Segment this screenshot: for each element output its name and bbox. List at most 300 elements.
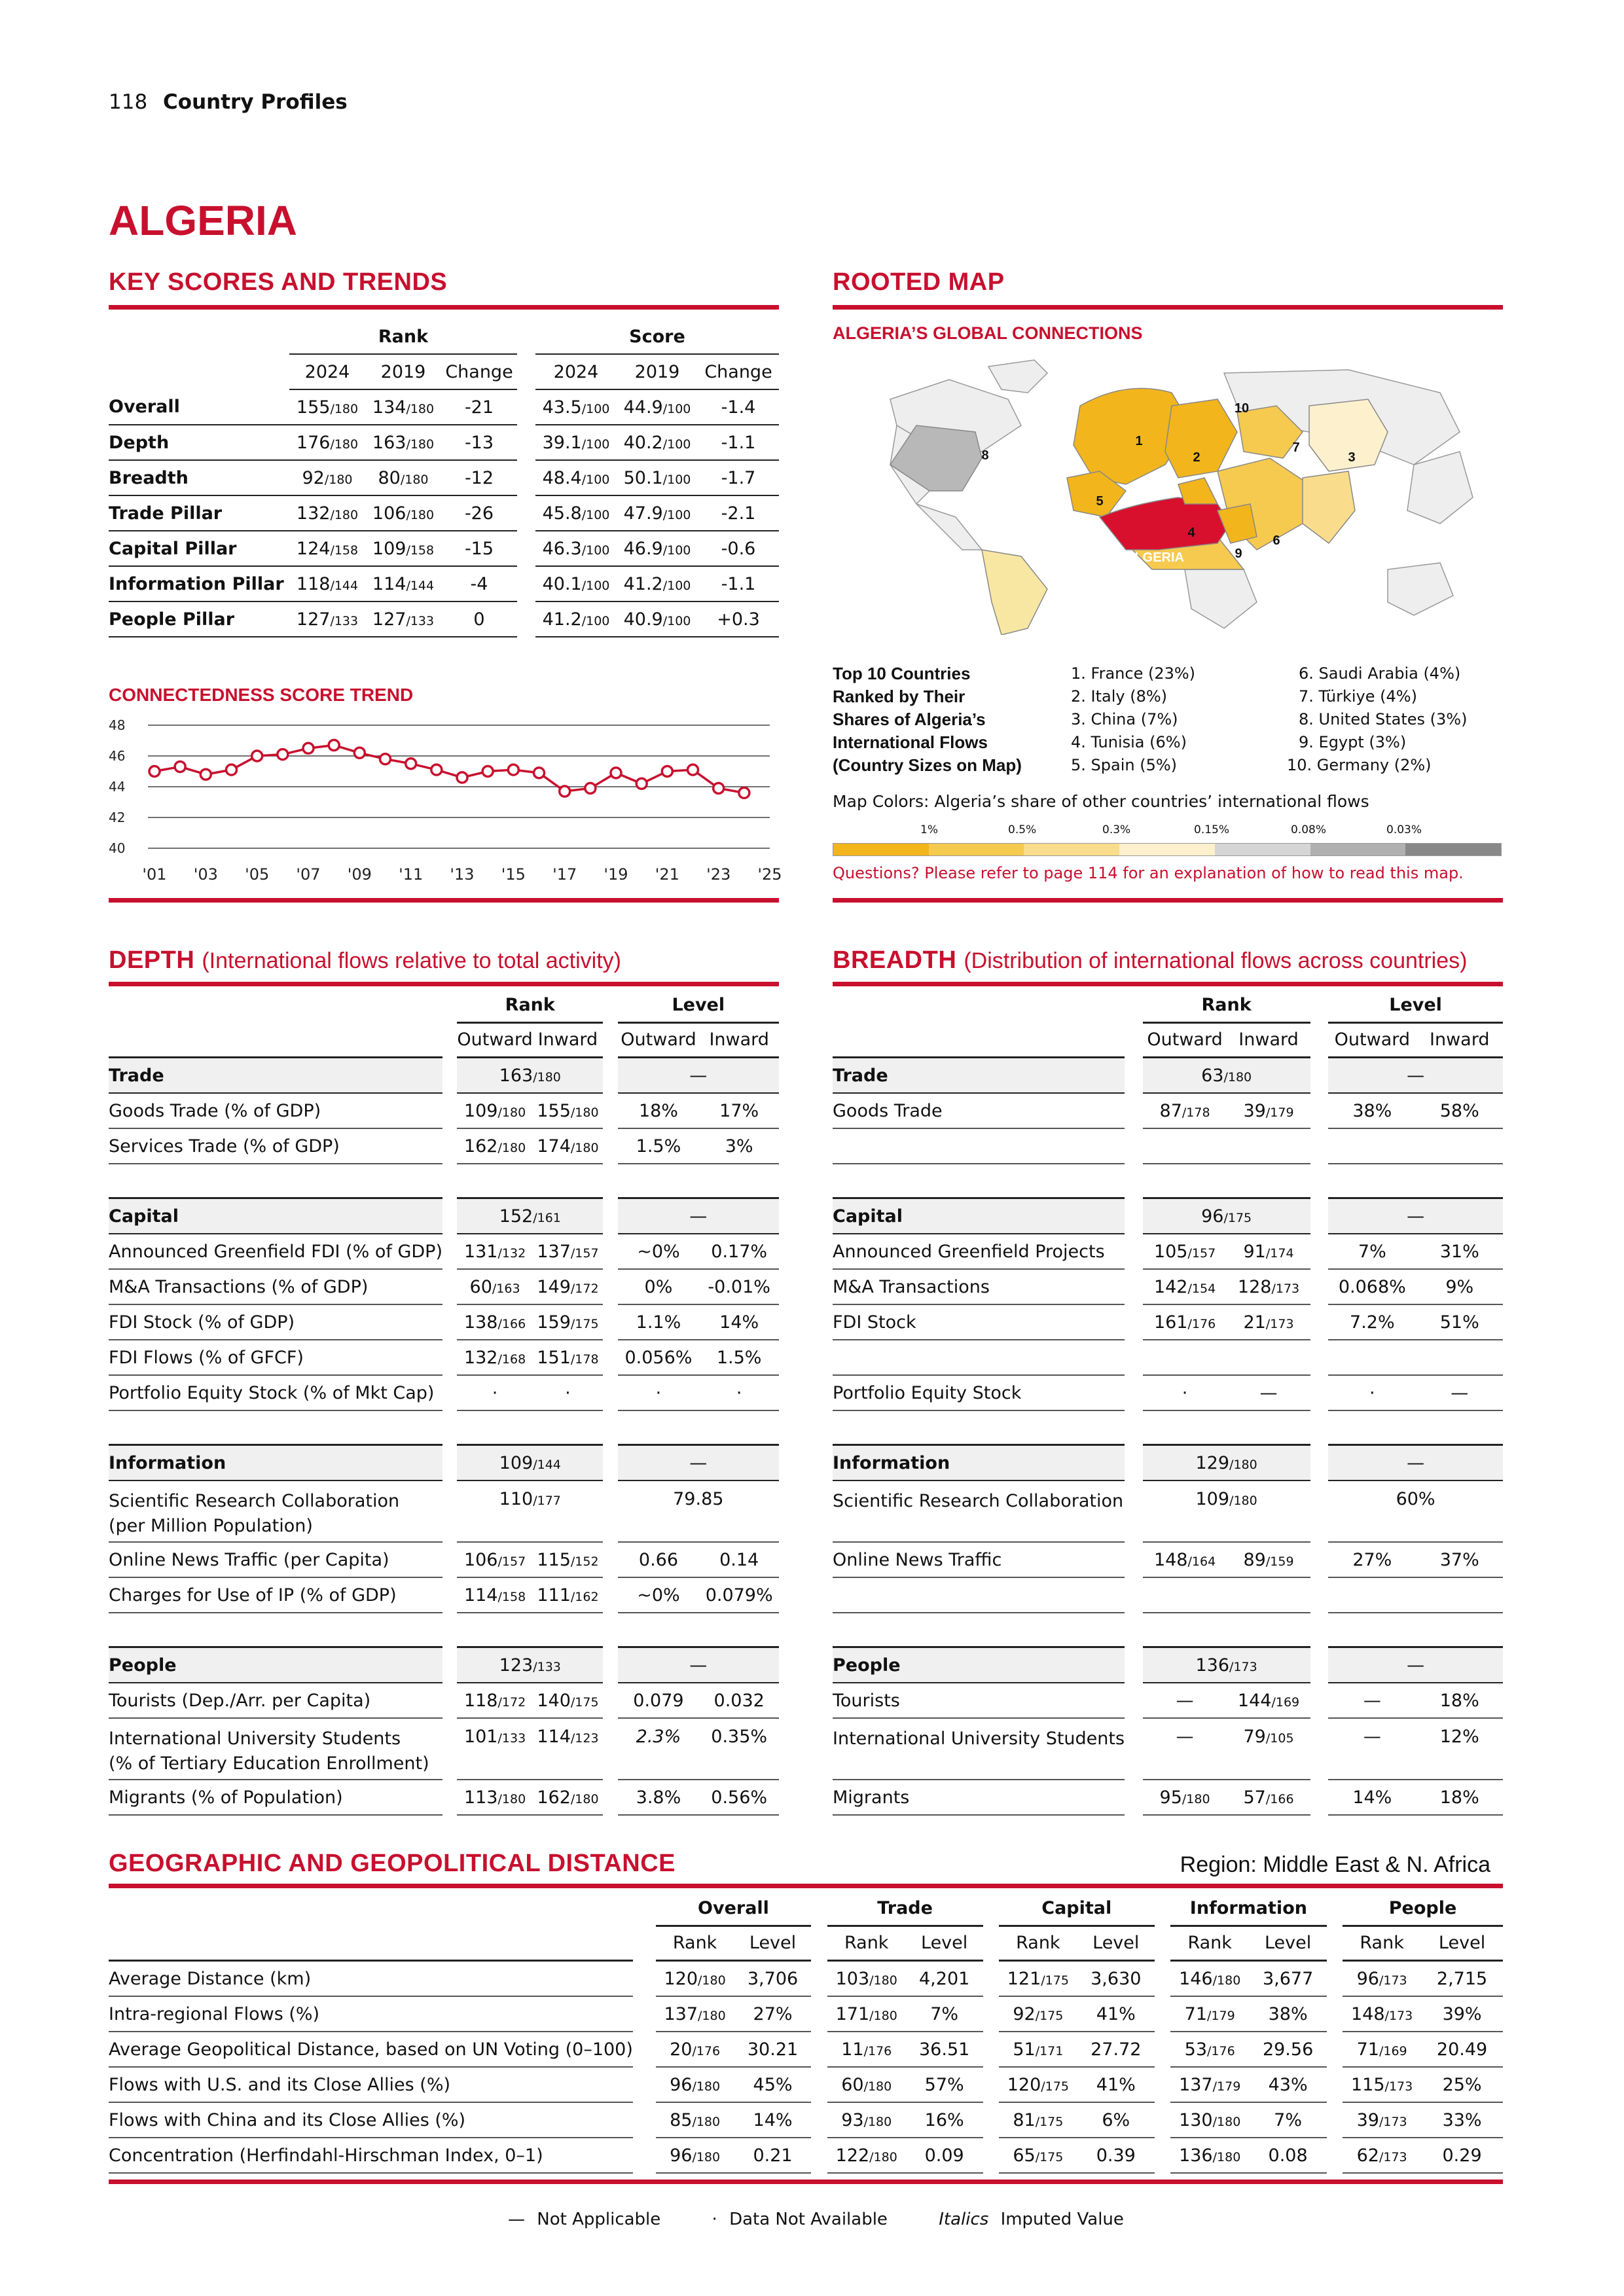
geo-table [109, 1892, 1503, 2174]
gap [983, 2138, 999, 2173]
geo-level: 27.72 [1077, 2032, 1155, 2067]
section-level: — [1328, 1198, 1503, 1234]
row-label-line: Migrants [833, 1787, 910, 1808]
rank-value: 71 [1356, 2039, 1379, 2060]
map-mexico [916, 504, 982, 550]
rank-value: 96 [1201, 1206, 1224, 1227]
col-outward: Outward [457, 1022, 532, 1058]
rank-denominator: /169 [1379, 2043, 1407, 2058]
merged-level: 60% [1328, 1480, 1503, 1542]
section-name: Trade [109, 1058, 442, 1094]
rank-outward [1143, 1718, 1227, 1780]
geo-rank [656, 2032, 734, 2067]
merged-rank [457, 1480, 603, 1542]
rank-value: 120 [1007, 2074, 1041, 2095]
section-row [833, 1647, 1503, 1683]
trend-point [175, 761, 185, 772]
level-inward: 0.14 [699, 1542, 779, 1577]
level-outward: 1.5% [618, 1128, 700, 1164]
rank-change: 0 [441, 601, 517, 637]
rank-denominator: /154 [1187, 1281, 1216, 1296]
gap [442, 1683, 457, 1718]
gap [633, 2032, 656, 2067]
rank-denominator: /100 [581, 401, 610, 416]
row-label [833, 1304, 1125, 1340]
row-label [109, 1375, 442, 1410]
rank-denominator: /159 [1265, 1554, 1294, 1569]
x-tick-label: '21 [655, 865, 679, 884]
rank-value: 134 [372, 397, 406, 418]
map-num-5: 5 [1096, 494, 1104, 509]
section-rank [1143, 1445, 1310, 1481]
table-row [109, 1542, 779, 1577]
rank-value: 53 [1184, 2039, 1208, 2060]
gap [1155, 2067, 1170, 2102]
geo-rank [999, 2067, 1077, 2102]
geo-level-header: Level [734, 1926, 812, 1961]
rank-denominator: /180 [1229, 1494, 1257, 1508]
score-2019 [617, 425, 698, 460]
rank-value: 60 [469, 1276, 492, 1297]
y-tick-label: 40 [109, 840, 126, 856]
gap [1125, 1093, 1143, 1128]
geo-rank-header: Rank [999, 1926, 1077, 1961]
rank-denominator: /176 [692, 2043, 721, 2058]
geo-rank [1170, 2067, 1249, 2102]
map-note[interactable]: Questions? Please refer to page 114 for an explanation of how to read this map. [833, 864, 1464, 882]
rank-denominator: /157 [497, 1554, 526, 1569]
rooted-map [851, 353, 1492, 635]
gap [1327, 2102, 1343, 2138]
section-name: Capital [833, 1198, 1125, 1234]
rank-outward [1143, 1780, 1227, 1815]
geo-rank [1170, 2032, 1249, 2067]
gap [1310, 1718, 1329, 1780]
rank-value: 89 [1243, 1549, 1266, 1570]
score-2024 [535, 389, 617, 425]
rank-value: 118 [463, 1690, 498, 1711]
rank-outward [457, 1718, 532, 1780]
trend-bottom-rule [109, 898, 779, 903]
section-level: — [618, 1445, 779, 1481]
rank-denominator: /173 [1271, 1281, 1300, 1296]
row-label: Flows with U.S. and its Close Allies (%) [109, 2067, 633, 2102]
trend-point [252, 751, 262, 761]
rank-outward [1143, 1683, 1227, 1718]
geo-level: 41% [1077, 2067, 1155, 2102]
geo-level: 33% [1421, 2102, 1503, 2138]
row-label [833, 1340, 1125, 1375]
rank-value: 120 [664, 1968, 698, 1989]
row-label-line: Goods Trade (% of GDP) [109, 1100, 321, 1121]
level-outward: 2.3% [618, 1718, 700, 1780]
rank-denominator: /180 [533, 1069, 561, 1085]
gap [1125, 1445, 1143, 1481]
rank-2024 [289, 460, 365, 495]
col-inward: Inward [699, 1022, 779, 1058]
table-row [109, 1304, 779, 1340]
table-row [833, 1375, 1503, 1410]
geo-level: 2,715 [1421, 1961, 1503, 1997]
y-tick-label: 46 [109, 748, 126, 764]
section-name: Capital [109, 1198, 442, 1234]
score-2024 [535, 601, 617, 637]
row-label [109, 1340, 442, 1375]
rank-inward [533, 1269, 603, 1304]
gap [1310, 1269, 1329, 1304]
row-label-line: International University Students [833, 1729, 1125, 1749]
trend-point [508, 764, 518, 775]
score-change: +0.3 [698, 601, 779, 637]
rank-denominator: /180 [869, 2008, 897, 2023]
col-outward: Outward [1328, 1022, 1416, 1058]
score-change: -1.1 [698, 425, 779, 460]
gap [633, 1892, 656, 1926]
gap [1310, 1780, 1329, 1815]
rank-2019 [365, 460, 441, 495]
rank-denominator: /158 [497, 1589, 526, 1604]
geo-rank [656, 1961, 734, 1997]
rank-denominator: /158 [330, 543, 359, 558]
map-num-3: 3 [1348, 450, 1356, 465]
rank-denominator: /180 [330, 401, 359, 416]
merged-level: 79.85 [618, 1480, 779, 1542]
table-row [109, 1480, 779, 1542]
trend-point [354, 747, 365, 758]
rank-value: 148 [1351, 2003, 1385, 2024]
geo-level: 6% [1077, 2102, 1155, 2138]
geo-rank-header: Rank [656, 1926, 734, 1961]
rank-value: — [1176, 1690, 1194, 1711]
rank-denominator: /133 [533, 1659, 561, 1674]
row-label-line: Charges for Use of IP (% of GDP) [109, 1585, 397, 1605]
x-tick-label: '11 [399, 865, 424, 884]
row-label [833, 1269, 1125, 1304]
row-label [833, 1542, 1125, 1577]
gap [811, 2102, 827, 2138]
scale-swatch [929, 844, 1024, 855]
table-row [833, 1542, 1503, 1577]
level-outward: · [618, 1375, 700, 1410]
group-rank: Rank [1143, 988, 1310, 1022]
col-header: 2019 [617, 354, 698, 389]
key-scores-rule [109, 305, 779, 310]
section-row [109, 1647, 779, 1683]
rank-value: 62 [1356, 2145, 1379, 2166]
rank-denominator: /168 [497, 1352, 526, 1367]
table-row [109, 1234, 779, 1269]
geo-level: 14% [734, 2102, 812, 2138]
geo-rank [999, 1961, 1077, 1997]
level-inward: 31% [1416, 1234, 1503, 1269]
gap [603, 1375, 617, 1410]
section-rank [457, 1058, 603, 1094]
gap [603, 1647, 617, 1683]
gap [811, 2032, 827, 2067]
trend-point [149, 766, 160, 777]
x-tick-label: '09 [347, 865, 372, 884]
rank-2024 [289, 566, 365, 601]
rank-denominator: /180 [1182, 1791, 1210, 1806]
section-row [109, 1445, 779, 1481]
gap [517, 319, 535, 354]
rank-inward [1227, 1542, 1310, 1577]
empty-cell [1328, 1577, 1416, 1613]
breadth-title-text: BREADTH [833, 946, 957, 974]
map-africa-south [1185, 569, 1257, 628]
trend-point [278, 749, 288, 760]
gap [1125, 1647, 1143, 1683]
rank-value: 20 [670, 2039, 693, 2060]
rank-denominator: /173 [1379, 2114, 1407, 2129]
geo-level: 0.39 [1077, 2138, 1155, 2173]
rank-inward [533, 1542, 603, 1577]
rank-value: 50.1 [623, 467, 663, 488]
geo-rule [109, 1884, 1503, 1888]
blank [109, 1926, 633, 1961]
rank-value: 142 [1153, 1276, 1188, 1297]
row-label [109, 1683, 442, 1718]
group-score: Score [629, 326, 685, 347]
section-rank [1143, 1198, 1310, 1234]
rank-denominator: /180 [692, 2079, 721, 2094]
rank-value: 93 [841, 2109, 864, 2130]
map-greenland [988, 360, 1047, 393]
gap [1125, 1128, 1143, 1164]
rank-denominator: /173 [1379, 2149, 1407, 2164]
score-2024 [535, 531, 617, 566]
rank-denominator: /180 [400, 472, 429, 487]
rank-denominator: /179 [1265, 1105, 1294, 1120]
rank-outward [457, 1304, 532, 1340]
rank-value: 43.5 [542, 397, 582, 418]
table-row [109, 425, 779, 460]
gap [1125, 1718, 1143, 1780]
rank-value: 114 [537, 1727, 571, 1747]
row-label: Breadth [109, 460, 289, 495]
table-row [833, 1093, 1503, 1128]
geo-bottom-rule [109, 2179, 1503, 2184]
rank-value: 85 [670, 2109, 693, 2130]
map-italy [1165, 399, 1237, 478]
rank-denominator: /133 [330, 613, 359, 628]
table-row [109, 495, 779, 531]
rank-value: 124 [296, 538, 331, 559]
rank-denominator: /180 [1212, 1973, 1241, 1988]
top10-item: 2. Italy (8%) [1071, 687, 1168, 706]
rank-value: 11 [841, 2039, 864, 2060]
section-level: — [1328, 1647, 1503, 1683]
rank-outward [457, 1269, 532, 1304]
geo-rank [827, 2138, 906, 2173]
group-level: Level [618, 988, 779, 1022]
gap [983, 1892, 999, 1926]
level-inward: · [699, 1375, 779, 1410]
page-header [109, 90, 348, 114]
spacer [833, 1613, 1503, 1647]
breadth-rule [833, 982, 1503, 986]
spacer [109, 1613, 779, 1647]
rank-denominator: /180 [570, 1140, 599, 1155]
map-legend-title [833, 662, 1022, 777]
table-row [109, 1683, 779, 1718]
gap [1155, 2032, 1170, 2067]
section-rank [1143, 1647, 1310, 1683]
scale-label: 0.08% [1291, 823, 1327, 836]
gap [1310, 988, 1329, 1022]
rank-value: 45.8 [542, 503, 582, 524]
score-2024 [535, 495, 617, 531]
geo-level: 0.21 [734, 2138, 812, 2173]
score-change: -2.1 [698, 495, 779, 531]
rank-value: 65 [1013, 2145, 1036, 2166]
row-label [833, 1718, 1125, 1780]
level-inward: 14% [699, 1304, 779, 1340]
score-2024 [535, 460, 617, 495]
trend-point [636, 778, 647, 789]
rank-denominator: /161 [533, 1210, 561, 1225]
map-india [1303, 471, 1355, 543]
gap [1125, 1375, 1143, 1410]
level-outward: 38% [1328, 1093, 1416, 1128]
geo-level: 45% [734, 2067, 812, 2102]
level-inward: 58% [1416, 1093, 1503, 1128]
rank-2019 [365, 495, 441, 531]
rank-value: 144 [1237, 1690, 1272, 1711]
score-change: -0.6 [698, 531, 779, 566]
rank-denominator: /144 [406, 578, 435, 593]
rank-denominator: /100 [581, 543, 610, 558]
gap [442, 1304, 457, 1340]
rank-denominator: /169 [1271, 1695, 1300, 1710]
trend-point [713, 783, 724, 793]
gap [1310, 1128, 1329, 1164]
row-label-line: FDI Stock (% of GDP) [109, 1312, 295, 1333]
level-inward: 0.032 [699, 1683, 779, 1718]
footer-legend [508, 2210, 1124, 2229]
rank-denominator: /157 [570, 1246, 599, 1261]
row-label: Average Geopolitical Distance, based on UN Voting (0–100) [109, 2032, 633, 2067]
score-2024 [535, 425, 617, 460]
rank-denominator: /180 [570, 1105, 599, 1120]
rank-value: 155 [537, 1100, 571, 1121]
rank-denominator: /173 [1379, 1973, 1407, 1988]
rank-value: 146 [1179, 1968, 1213, 1989]
rank-value: 151 [537, 1347, 571, 1368]
level-outward: ~0% [618, 1577, 700, 1613]
gap [603, 1058, 617, 1094]
blank [109, 319, 289, 354]
trend-point [688, 764, 698, 775]
col-outward: Outward [1143, 1022, 1227, 1058]
rank-outward [1143, 1304, 1227, 1340]
rank-denominator: /180 [1212, 2149, 1241, 2164]
rank-outward [1143, 1234, 1227, 1269]
row-label-line: M&A Transactions (% of GDP) [109, 1276, 369, 1297]
row-label: Overall [109, 389, 289, 425]
table-row [109, 601, 779, 637]
rank-value: — [1176, 1727, 1194, 1747]
level-inward: 18% [1416, 1683, 1503, 1718]
gap [811, 1996, 827, 2032]
map-colors-title: Map Colors: Algeria’s share of other countries’ international flows [833, 792, 1369, 811]
section-row [833, 1198, 1503, 1234]
gap [1310, 1304, 1329, 1340]
row-label-line: M&A Transactions [833, 1276, 990, 1297]
rank-denominator: /132 [497, 1246, 526, 1261]
row-label [109, 1718, 442, 1780]
rank-value: 109 [463, 1100, 498, 1121]
gap [811, 2067, 827, 2102]
rank-inward [1227, 1093, 1310, 1128]
table-row [109, 566, 779, 601]
color-scale-bar [833, 843, 1502, 856]
rank-value: 95 [1159, 1787, 1182, 1808]
rank-change: -26 [441, 495, 517, 531]
depth-rule [109, 982, 779, 986]
rank-value: 96 [670, 2145, 693, 2166]
geo-rank-header: Rank [1343, 1926, 1421, 1961]
geo-rank [999, 1996, 1077, 2032]
rank-denominator: /166 [1265, 1791, 1294, 1806]
gap [1327, 1926, 1343, 1961]
rank-value: 39 [1243, 1100, 1266, 1121]
gap [603, 1269, 617, 1304]
rank-denominator: /164 [1187, 1554, 1216, 1569]
rank-value: 46.3 [542, 538, 582, 559]
rank-outward [457, 1234, 532, 1269]
empty-cell [1328, 1128, 1416, 1164]
rank-inward [533, 1780, 603, 1815]
score-2019 [617, 566, 698, 601]
rank-denominator: /176 [1207, 2043, 1235, 2058]
rank-2024 [289, 425, 365, 460]
rank-denominator: /178 [1182, 1105, 1210, 1120]
geo-group: Trade [827, 1892, 983, 1926]
rank-value: 132 [463, 1347, 498, 1368]
row-label: Concentration (Herfindahl-Hirschman Index, 0–1) [109, 2138, 633, 2173]
row-label: Average Distance (km) [109, 1961, 633, 1997]
level-outward: — [1328, 1718, 1416, 1780]
rank-denominator: /180 [1212, 2114, 1241, 2129]
rank-value: 128 [1237, 1276, 1272, 1297]
rank-value: · [492, 1382, 498, 1403]
gap [1155, 1996, 1170, 2032]
depth-title [109, 946, 621, 975]
gap [442, 1542, 457, 1577]
gap [1125, 1780, 1143, 1815]
rank-2019 [365, 531, 441, 566]
row-label [109, 1780, 442, 1815]
map-rule [833, 305, 1503, 310]
map-num-1: 1 [1135, 434, 1143, 448]
rank-value: 122 [835, 2145, 870, 2166]
section-name: Trade [833, 1058, 1125, 1094]
row-label: Trade Pillar [109, 495, 289, 531]
gap [603, 1780, 617, 1815]
score-2019 [617, 531, 698, 566]
empty-cell [1143, 1577, 1227, 1613]
trend-point [226, 764, 237, 775]
gap [633, 1996, 656, 2032]
geo-level-header: Level [906, 1926, 983, 1961]
geo-rank [1343, 2067, 1421, 2102]
geo-level-header: Level [1421, 1926, 1503, 1961]
rank-outward [457, 1780, 532, 1815]
rank-value: 129 [1195, 1452, 1230, 1473]
gap [1125, 1234, 1143, 1269]
gap [633, 1961, 656, 1997]
